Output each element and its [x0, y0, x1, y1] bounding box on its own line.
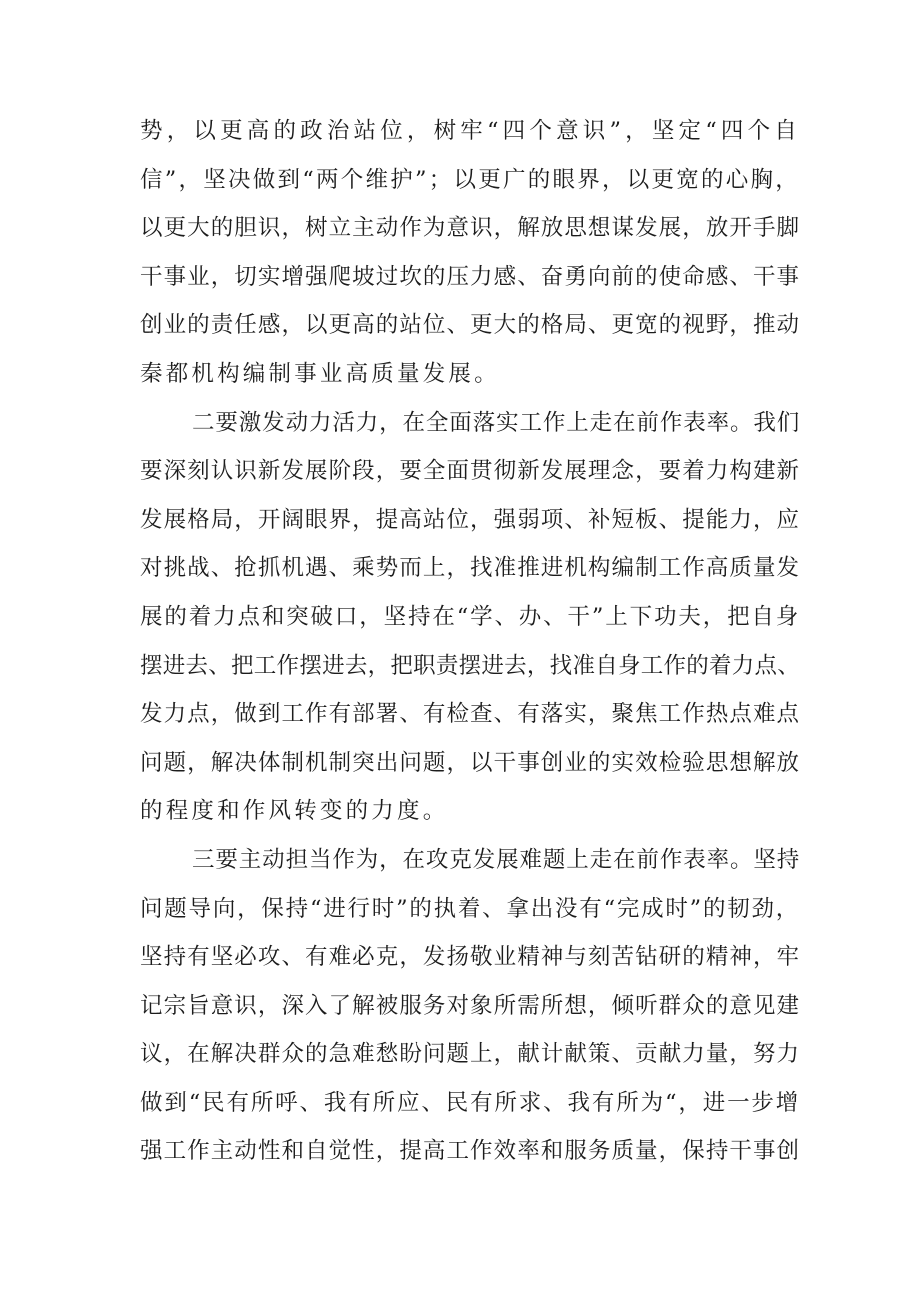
- text-line: 要深刻认识新发展阶段，要全面贯彻新发展理念，要着力构建新: [140, 458, 800, 485]
- text-line: 议，在解决群众的急难愁盼问题上，献计献策、贡献力量，努力: [140, 1041, 800, 1068]
- text-line: 问题导向，保持“进行时”的执着、拿出没有“完成时”的韧劲，: [140, 895, 800, 922]
- text-line: 以更大的胆识，树立主动作为意识，解放思想谋发展，放开手脚: [140, 215, 800, 242]
- paragraph-start-line: 二要激发动力活力，在全面落实工作上走在前作表率。我们: [192, 409, 800, 436]
- text-line: 发力点，做到工作有部署、有检查、有落实，聚焦工作热点难点: [140, 701, 800, 728]
- text-line: 创业的责任感，以更高的站位、更大的格局、更宽的视野，推动: [140, 312, 800, 339]
- text-line: 展的着力点和突破口，坚持在“学、办、干”上下功夫，把自身: [140, 603, 800, 630]
- text-line: 做到“民有所呼、我有所应、民有所求、我有所为“，进一步增: [140, 1089, 800, 1116]
- text-line: 发展格局，开阔眼界，提高站位，强弱项、补短板、提能力，应: [140, 506, 800, 533]
- text-line: 的程度和作风转变的力度。: [140, 798, 449, 825]
- text-line: 坚持有坚必攻、有难必克，发扬敬业精神与刻苦钻研的精神，牢: [140, 944, 800, 971]
- text-line: 问题，解决体制机制突出问题，以干事创业的实效检验思想解放: [140, 749, 800, 776]
- text-line: 信”，坚决做到“两个维护”；以更广的眼界，以更宽的心胸，: [140, 166, 800, 193]
- text-line: 记宗旨意识，深入了解被服务对象所需所想，倾听群众的意见建: [140, 992, 800, 1019]
- text-line: 势，以更高的政治站位，树牢“四个意识”，坚定“四个自: [140, 118, 800, 144]
- text-line: 强工作主动性和自觉性，提高工作效率和服务质量，保持干事创: [140, 1138, 800, 1165]
- paragraph-start-line: 三要主动担当作为，在攻克发展难题上走在前作表率。坚持: [192, 846, 800, 873]
- body-text: [140, 107, 800, 1176]
- text-line: 秦都机构编制事业高质量发展。: [140, 360, 500, 387]
- text-line: 摆进去、把工作摆进去，把职责摆进去，找准自身工作的着力点、: [140, 652, 800, 679]
- text-line: 对挑战、抢抓机遇、乘势而上，找准推进机构编制工作高质量发: [140, 555, 800, 582]
- text-line: 干事业，切实增强爬坡过坎的压力感、奋勇向前的使命感、干事: [140, 263, 800, 290]
